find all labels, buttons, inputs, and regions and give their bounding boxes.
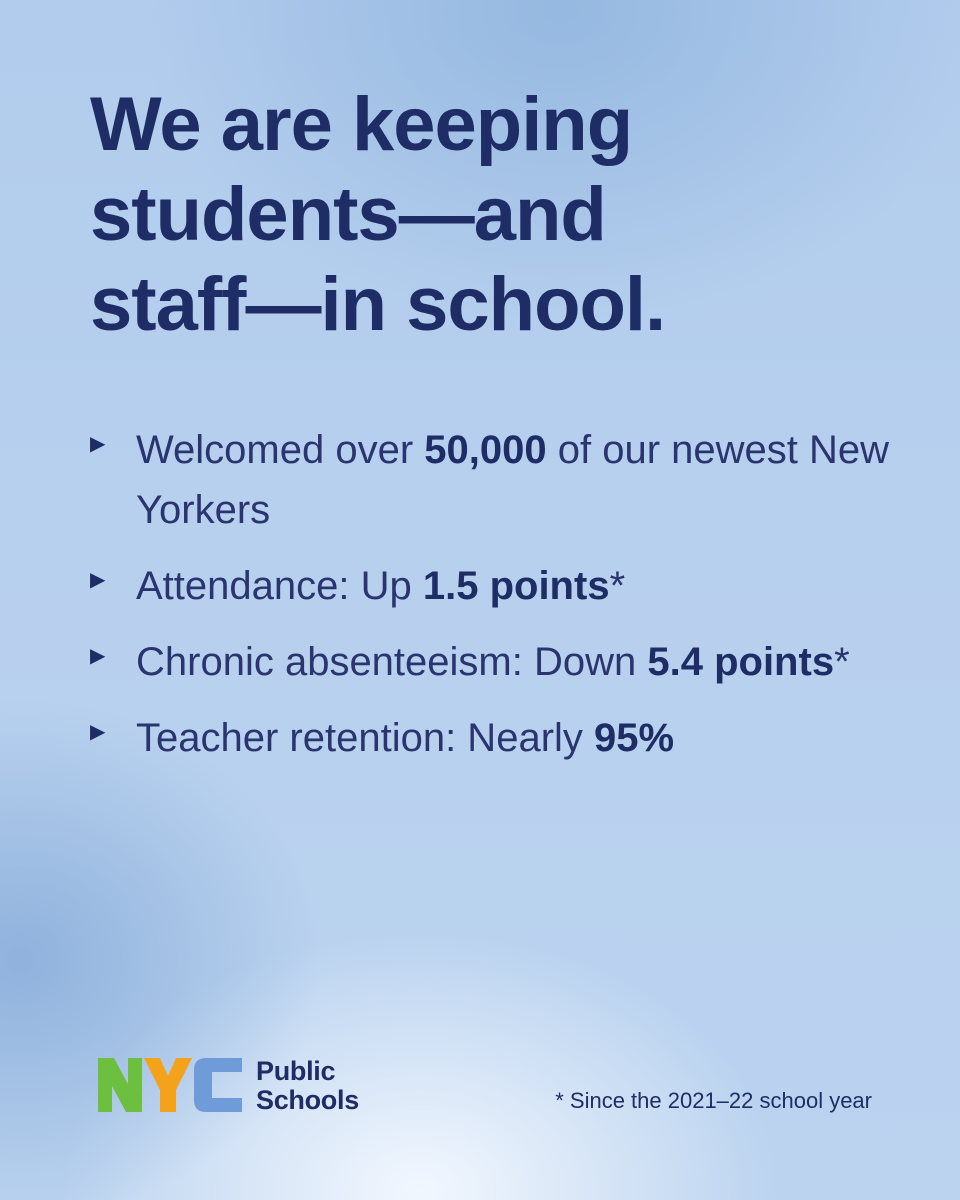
stat-item-newcomers: ▶ Welcomed over 50,000 of our newest New Yorkers [90,420,910,540]
headline [90,80,890,350]
triangle-bullet-icon: ▶ [90,569,106,591]
stat-item-absenteeism: ▶ Chronic absenteeism: Down 5.4 points* [90,632,910,692]
stat-value: 50,000 [424,428,547,472]
logo-wordmark: Public Schools [256,1056,359,1115]
triangle-bullet-icon: ▶ [90,645,106,667]
stat-value: 1.5 points [422,564,610,608]
nyc-logo-icon [96,1054,244,1118]
headline-line-1: We are keeping [90,82,633,167]
triangle-bullet-icon: ▶ [90,721,106,743]
headline-line-3: staff—in school. [90,262,666,347]
stat-item-attendance: ▶ Attendance: Up 1.5 points* [90,556,910,616]
stat-value: 5.4 points [647,640,835,684]
footnote: * Since the 2021–22 school year [555,1088,872,1113]
logo-letter-y [144,1058,192,1112]
stat-value: 95% [594,716,675,760]
logo-letter-n [98,1058,142,1112]
stats-list [90,420,910,784]
headline-line-2: students—and [90,172,606,257]
triangle-bullet-icon: ▶ [90,433,106,455]
logo-letter-c [194,1058,242,1112]
nyc-public-schools-logo [96,1054,359,1118]
stat-item-teacher-retention: ▶ Teacher retention: Nearly 95% [90,708,910,768]
